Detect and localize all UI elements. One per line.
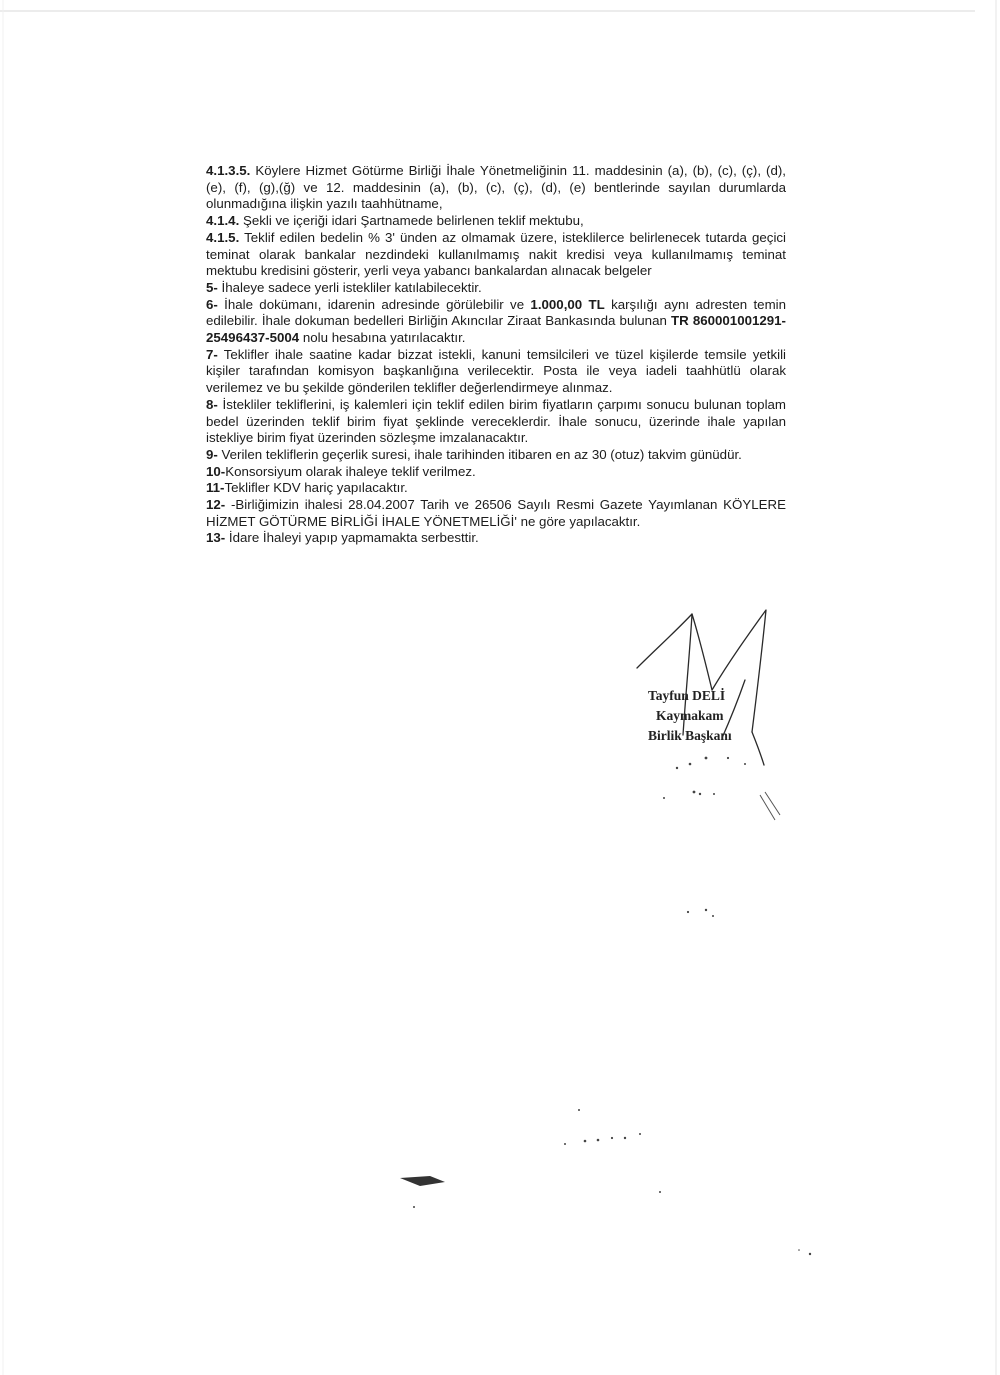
clause-number: 7- <box>206 346 218 362</box>
clause-number: 4.1.5. <box>206 229 240 245</box>
signatory-title: Kaymakam <box>656 708 724 723</box>
signatory-name: Tayfun DELİ <box>648 688 726 703</box>
clause-number: 6- <box>206 296 218 312</box>
signatory-role: Birlik Başkanı <box>648 728 732 743</box>
clause-number: 11- <box>206 480 225 496</box>
clause-number: 4.1.3.5. <box>206 163 251 178</box>
clause-number: 10- <box>206 463 226 479</box>
clause-text: İdare İhaleyi yapıp yapmamakta serbesttir. <box>225 530 479 546</box>
clause-number: 4.1.4. <box>206 213 240 229</box>
clause-text: Teklifler KDV hariç yapılacaktır. <box>224 480 408 496</box>
clause-number: 9- <box>206 446 218 462</box>
clause-number: 8- <box>206 396 218 412</box>
document-fee: 1.000,00 TL <box>530 296 605 312</box>
clause-text: karşılığı aynı adresten temin edilebilir. İhale dokuman bedelleri Birliğin Akıncılar Ziraat Bankasında bulunan <box>206 296 786 329</box>
clause-text: Teklif edilen bedelin % 3' ünden az olmamak üzere, isteklilerce belirlenecek tutarda geçici teminat olarak bankalar nezdindeki kullanılmamış nakit kredisi veya kullanılmamış teminat mektubu kredisini gösterir, yerli veya yabancı bankalardan alınacak belgeler <box>206 229 786 279</box>
bank-account-number: TR 860001001291-25496437-5004 <box>206 313 786 346</box>
clause-number: 5- <box>206 279 218 295</box>
clause-text: İstekliler tekliflerini, iş kalemleri için teklif edilen birim fiyatların çarpımı sonucu bulunan toplam bedel üzerinden teklif birim fiyat şeklinde vereceklerdir. İhale sonucu, üzerinde ihale yapılan istekliye birim fiyat üzerinden sözleşme imzalanacaktır. <box>206 396 786 446</box>
clause-text: Verilen tekliflerin geçerlik suresi, ihale tarihinden itibaren en az 30 (otuz) takvim günüdür. <box>217 446 742 462</box>
clause-text: İhale dokümanı, idarenin adresinde görülebilir ve <box>217 296 531 312</box>
clause-text: -Birliğimizin ihalesi 28.04.2007 Tarih ve 26506 Sayılı Resmi Gazete Yayımlanan KÖYLERE HİZMET GÖTÜRME BİRLİĞİ İHALE YÖNETMELİĞİ' ne göre yapılacaktır. <box>206 497 786 529</box>
clause-text: Konsorsiyum olarak ihaleye teklif verilmez. <box>225 463 476 479</box>
clause-number: 12- <box>206 497 226 513</box>
clause-text: Köylere Hizmet Götürme Birliği İhale Yönetmeliğinin 11. maddesinin (a), (b), (c), (ç), (d), (e), (f), (g),(ğ) ve 12. maddesinin (a), (b), (c), (ç), (d), (e) bentlerinde sayılan durumlarda olunmadığına ilişkin yazılı taahhütname, <box>206 163 786 212</box>
clause-text: Teklifler ihale saatine kadar bizzat istekli, kanuni temsilcileri ve tüzel kişilerde temsile yetkili kişiler tarafından komisyon başkanlığına verilecektir. Posta ile veya iadeli taahhütlü olarak verilemez ve bu şekilde gönderilen teklifler değerlendirmeye alınmaz. <box>206 346 786 396</box>
clause-text: nolu hesabına yatırılacaktır. <box>299 330 466 346</box>
clause-text: Şekli ve içeriği idari Şartnamede belirlenen teklif mektubu, <box>239 213 584 229</box>
clause-text: İhaleye sadece yerli istekliler katılabilecektir. <box>217 279 482 295</box>
clause-number: 13- <box>206 530 226 546</box>
